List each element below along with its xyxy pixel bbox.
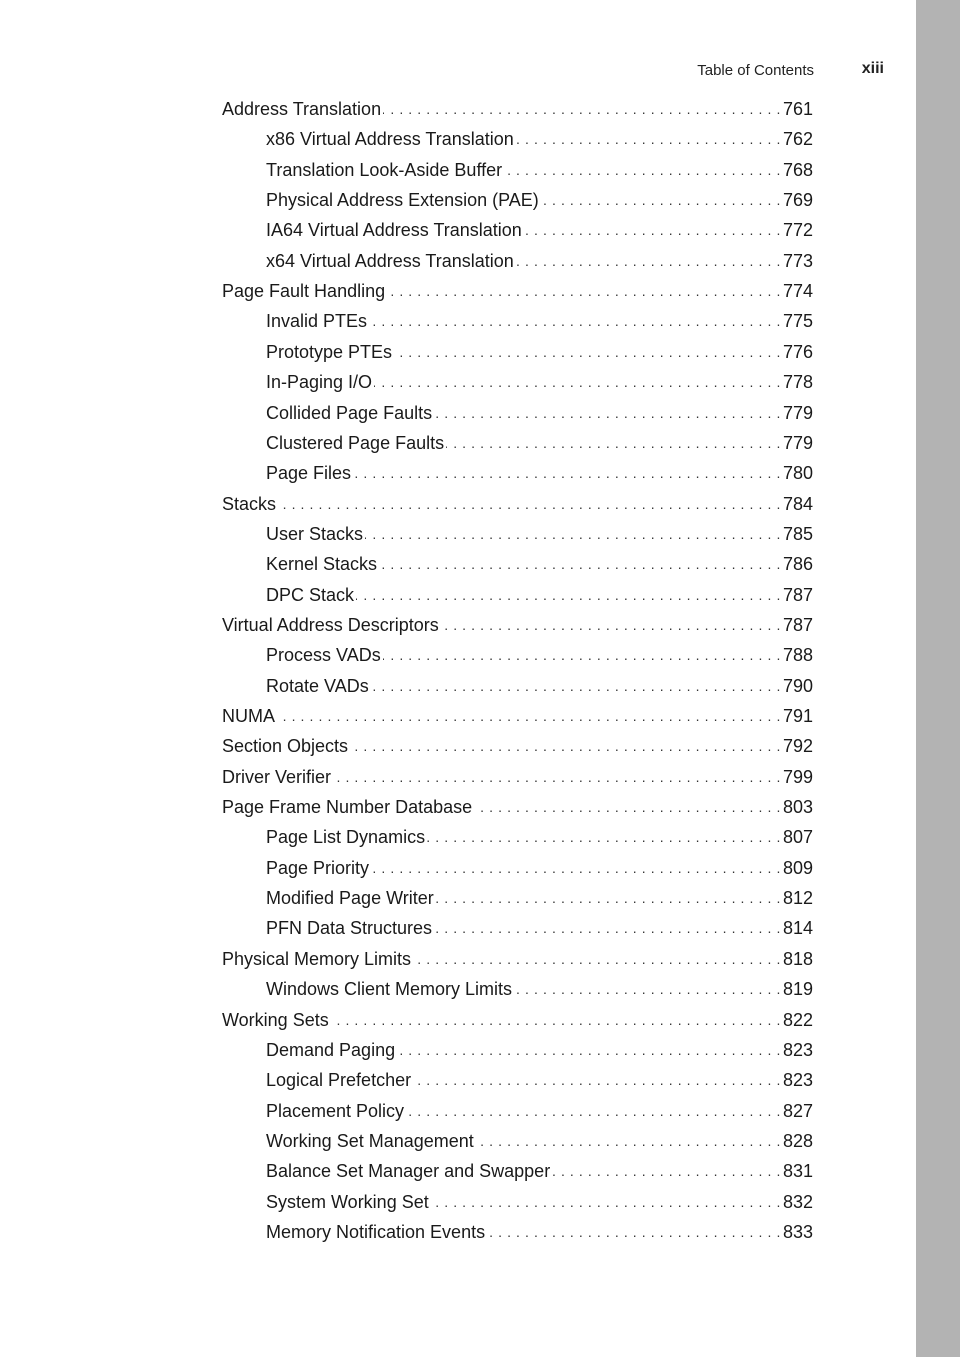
toc-entry-page: 788 xyxy=(782,645,813,666)
toc-entry-page: 787 xyxy=(782,614,813,635)
toc-entry-title: x64 Virtual Address Translation xyxy=(266,250,514,271)
toc-dot-leader xyxy=(350,735,781,757)
toc-entry-title: Page Frame Number Database xyxy=(222,797,473,818)
toc-dot-leader xyxy=(474,796,781,818)
toc-dot-leader xyxy=(431,1191,781,1213)
toc-dot-leader xyxy=(394,341,781,363)
toc-entry-page: 784 xyxy=(782,493,813,514)
toc-entry-page: 769 xyxy=(782,190,813,211)
toc-entry-title: Windows Client Memory Limits xyxy=(266,979,513,1000)
toc-entry-page: 809 xyxy=(782,857,813,878)
toc-entry-page: 833 xyxy=(782,1221,813,1242)
toc-entry-page: 780 xyxy=(782,463,813,484)
toc-entry-title: Rotate VADs xyxy=(266,675,369,696)
toc-entry-page: 807 xyxy=(782,827,813,848)
toc-entry-page: 779 xyxy=(782,402,813,423)
toc-entry-page: 778 xyxy=(782,372,813,393)
toc-entry-title: Collided Page Faults xyxy=(266,402,433,423)
toc-entry-title: Memory Notification Events xyxy=(266,1221,486,1242)
toc-entry-title: DPC Stack xyxy=(266,584,355,605)
page-header xyxy=(0,60,884,84)
toc-dot-leader xyxy=(353,462,781,484)
toc-dot-leader xyxy=(406,1100,781,1122)
toc-entry[interactable] xyxy=(222,944,813,970)
toc-dot-leader xyxy=(446,432,781,454)
toc-entry-page: 831 xyxy=(782,1161,813,1182)
toc-dot-leader xyxy=(333,766,781,788)
toc-dot-leader xyxy=(331,1009,781,1031)
toc-entry[interactable] xyxy=(266,124,813,150)
toc-entry[interactable] xyxy=(222,489,813,515)
page-number: xiii xyxy=(861,60,884,77)
toc-dot-leader xyxy=(369,310,781,332)
toc-dot-leader xyxy=(436,887,781,909)
toc-entry-page: 786 xyxy=(782,554,813,575)
toc-entry-page: 779 xyxy=(782,432,813,453)
toc-entry-title: System Working Set xyxy=(266,1191,429,1212)
toc-entry[interactable] xyxy=(266,1156,813,1182)
toc-dot-leader xyxy=(383,98,781,120)
toc-entry[interactable] xyxy=(266,853,813,879)
toc-entry-page: 776 xyxy=(782,341,813,362)
toc-dot-leader xyxy=(374,371,781,393)
toc-entry-page: 832 xyxy=(782,1191,813,1212)
toc-dot-leader xyxy=(476,1130,781,1152)
toc-entry[interactable] xyxy=(266,215,813,241)
toc-entry[interactable] xyxy=(266,428,813,454)
toc-entry[interactable] xyxy=(266,1065,813,1091)
toc-entry-title: Virtual Address Descriptors xyxy=(222,614,439,635)
toc-entry-title: Physical Memory Limits xyxy=(222,948,412,969)
toc-entry-title: Page Priority xyxy=(266,857,370,878)
toc-entry[interactable] xyxy=(266,155,813,181)
toc-entry[interactable] xyxy=(266,1187,813,1213)
toc-entry-title: Demand Paging xyxy=(266,1039,396,1060)
toc-entry-page: 792 xyxy=(782,736,813,757)
toc-dot-leader xyxy=(514,978,781,1000)
toc-dot-leader xyxy=(516,128,781,150)
toc-dot-leader xyxy=(434,402,781,424)
toc-entry[interactable] xyxy=(266,671,813,697)
toc-entry-page: 818 xyxy=(782,948,813,969)
toc-entry[interactable] xyxy=(266,306,813,332)
toc-dot-leader xyxy=(365,523,781,545)
toc-entry-title: Logical Prefetcher xyxy=(266,1070,412,1091)
toc-entry-page: 803 xyxy=(782,797,813,818)
toc-entry-title: IA64 Virtual Address Translation xyxy=(266,220,522,241)
toc-entry-title: Balance Set Manager and Swapper xyxy=(266,1161,551,1182)
toc-entry[interactable] xyxy=(266,1035,813,1061)
toc-dot-leader xyxy=(383,644,781,666)
toc-entry[interactable] xyxy=(266,822,813,848)
toc-entry-page: 790 xyxy=(782,675,813,696)
toc-entry-page: 814 xyxy=(782,918,813,939)
toc-entry[interactable] xyxy=(266,640,813,666)
toc-dot-leader xyxy=(413,1069,781,1091)
toc-dot-leader xyxy=(504,159,781,181)
toc-entry-title: PFN Data Structures xyxy=(266,918,433,939)
toc-entry[interactable] xyxy=(222,1005,813,1031)
toc-entry[interactable] xyxy=(266,580,813,606)
toc-entry-title: Prototype PTEs xyxy=(266,341,393,362)
toc-entry-title: Page List Dynamics xyxy=(266,827,426,848)
toc-entry[interactable] xyxy=(266,398,813,424)
toc-entry[interactable] xyxy=(266,549,813,575)
toc-entry-page: 768 xyxy=(782,159,813,180)
toc-dot-leader xyxy=(441,614,781,636)
toc-entry-title: Working Sets xyxy=(222,1009,329,1030)
toc-dot-leader xyxy=(434,917,781,939)
toc-entry[interactable] xyxy=(222,792,813,818)
toc-dot-leader xyxy=(278,493,781,515)
toc-dot-leader xyxy=(516,250,781,272)
toc-entry-page: 762 xyxy=(782,129,813,150)
toc-entry-title: Invalid PTEs xyxy=(266,311,368,332)
toc-entry-page: 823 xyxy=(782,1070,813,1091)
toc-entry[interactable] xyxy=(222,276,813,302)
toc-entry[interactable] xyxy=(222,94,813,120)
toc-entry[interactable] xyxy=(266,337,813,363)
toc-dot-leader xyxy=(413,948,781,970)
toc-dot-leader xyxy=(552,1160,781,1182)
toc-dot-leader xyxy=(427,826,781,848)
toc-entry[interactable] xyxy=(222,762,813,788)
toc-dot-leader xyxy=(379,553,781,575)
toc-entry-title: Modified Page Writer xyxy=(266,888,434,909)
toc-entry-title: NUMA xyxy=(222,706,275,726)
toc-entry[interactable] xyxy=(266,458,813,484)
toc-entry-page: 791 xyxy=(782,706,813,726)
toc-entry-page: 823 xyxy=(782,1039,813,1060)
toc-entry-page: 827 xyxy=(782,1100,813,1121)
toc-entry[interactable] xyxy=(266,519,813,545)
toc-entry-title: Working Set Management xyxy=(266,1130,474,1151)
toc-dot-leader xyxy=(387,280,781,302)
toc-entry[interactable] xyxy=(222,731,813,757)
toc-entry-title: Page Files xyxy=(266,463,352,484)
toc-entry-page: 761 xyxy=(782,99,813,119)
toc-entry-title: Physical Address Extension (PAE) xyxy=(266,190,539,211)
toc-entry[interactable] xyxy=(266,974,813,1000)
toc-entry-title: Placement Policy xyxy=(266,1100,405,1121)
toc-entry[interactable] xyxy=(266,1217,813,1243)
toc-entry-title: Stacks xyxy=(222,493,277,514)
toc-entry[interactable] xyxy=(266,367,813,393)
toc-dot-leader xyxy=(356,584,781,606)
toc-entry[interactable] xyxy=(266,1126,813,1152)
toc-entry[interactable] xyxy=(266,246,813,272)
toc-entry-page: 785 xyxy=(782,523,813,544)
toc-entry-title: Clustered Page Faults xyxy=(266,432,445,453)
toc-entry-page: 773 xyxy=(782,250,813,271)
toc-entry[interactable] xyxy=(266,185,813,211)
toc-entry-page: 822 xyxy=(782,1009,813,1030)
toc-dot-leader xyxy=(397,1039,781,1061)
toc-entry[interactable] xyxy=(222,701,813,727)
toc-dot-leader xyxy=(371,857,781,879)
toc-entry-title: Address Translation xyxy=(222,99,382,119)
toc-entry-title: Driver Verifier xyxy=(222,766,332,787)
toc-entry-title: User Stacks xyxy=(266,523,364,544)
toc-entry[interactable] xyxy=(222,610,813,636)
toc-entry-page: 799 xyxy=(782,766,813,787)
toc-entry-title: Page Fault Handling xyxy=(222,281,386,302)
toc-entry-page: 812 xyxy=(782,888,813,909)
toc-entry-page: 774 xyxy=(782,281,813,302)
toc-entry-page: 819 xyxy=(782,979,813,1000)
toc-dot-leader xyxy=(371,675,781,697)
page-edge-bar xyxy=(916,0,960,1357)
toc-dot-leader xyxy=(487,1221,781,1243)
toc-entry-title: In-Paging I/O xyxy=(266,372,373,393)
toc-dot-leader xyxy=(524,219,781,241)
toc-entry-title: x86 Virtual Address Translation xyxy=(266,129,514,150)
toc-entry-page: 787 xyxy=(782,584,813,605)
toc-entry[interactable] xyxy=(266,913,813,939)
toc-entry-page: 828 xyxy=(782,1130,813,1151)
toc-entry-title: Kernel Stacks xyxy=(266,554,378,575)
running-header-title: Table of Contents xyxy=(697,62,814,79)
toc-entry-title: Translation Look-Aside Buffer xyxy=(266,159,503,180)
toc-entry-title: Section Objects xyxy=(222,736,349,757)
toc-entry-page: 772 xyxy=(782,220,813,241)
toc-entry[interactable] xyxy=(266,883,813,909)
toc-entry[interactable] xyxy=(266,1096,813,1122)
toc-entry-title: Process VADs xyxy=(266,645,381,666)
toc-entry-page: 775 xyxy=(782,311,813,332)
toc-dot-leader xyxy=(541,189,781,211)
toc-dot-leader xyxy=(277,705,781,727)
